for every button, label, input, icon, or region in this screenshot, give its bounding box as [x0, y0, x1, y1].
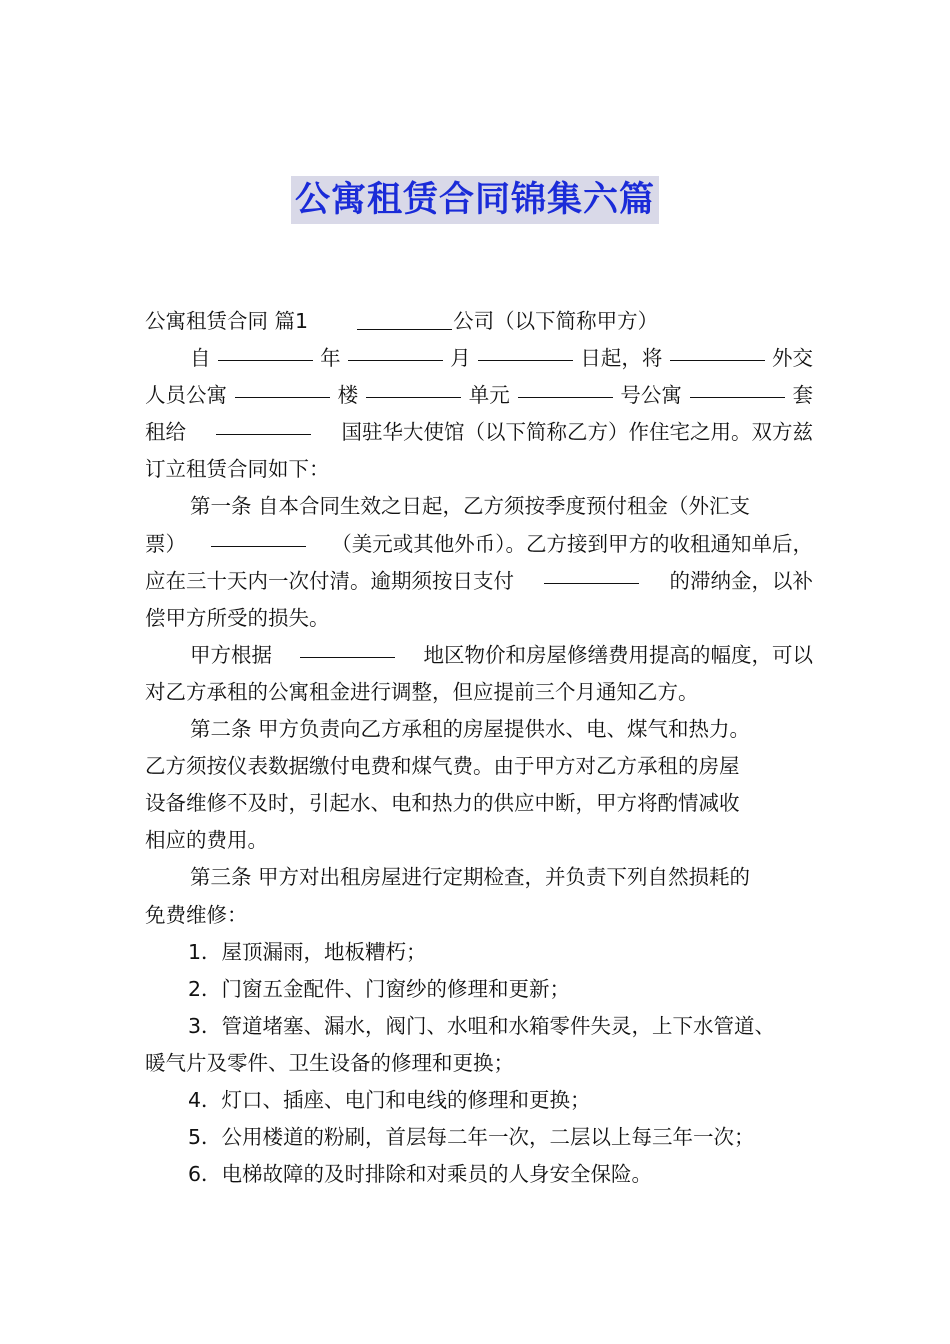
text-segment: 月 — [450, 346, 471, 371]
article-2-line-2: 乙方须按仪表数据缴付电费和煤气费。由于甲方对乙方承租的房屋 — [145, 754, 740, 779]
list-item: 3．管道堵塞、漏水，阀门、水咀和水箱零件失灵，上下水管道、 — [188, 1013, 776, 1038]
document-title: 公寓租赁合同锦集六篇 — [291, 176, 659, 224]
article-2-line-1: 第二条 甲方负责向乙方承租的房屋提供水、电、煤气和热力。 — [190, 717, 751, 742]
text-segment: 租给 — [145, 420, 186, 445]
intro-line-1 — [145, 340, 813, 377]
text-segment: 应在三十天内一次付清。逾期须按日支付 — [145, 568, 514, 593]
fill-blank — [216, 414, 311, 435]
list-item-continuation: 暖气片及零件、卫生设备的修理和更换； — [145, 1050, 514, 1075]
heading-number: 1 — [295, 309, 309, 333]
text-segment: 楼 — [337, 383, 359, 408]
text-segment: 地区物价和房屋修缮费用提高的幅度，可以 — [423, 642, 813, 667]
article-2-line-4: 相应的费用。 — [145, 828, 268, 853]
fill-blank — [348, 340, 443, 361]
text-segment: （美元或其他外币）。乙方接到甲方的收租通知单后， — [331, 531, 813, 556]
adjust-line-2: 对乙方承租的公寓租金进行调整，但应提前三个月通知乙方。 — [145, 679, 699, 704]
fill-blank — [478, 340, 573, 361]
fill-blank — [300, 637, 395, 658]
text-segment: 外交 — [772, 346, 813, 371]
contract-heading — [145, 303, 813, 340]
article-1-line-1: 第一条 自本合同生效之日起，乙方须按季度预付租金（外汇支 — [190, 494, 751, 519]
heading-label: 公寓租赁合同 篇 — [145, 309, 296, 333]
fill-blank — [690, 377, 785, 398]
fill-blank — [235, 377, 330, 398]
list-item: 6．电梯故障的及时排除和对乘员的人身安全保险。 — [188, 1162, 653, 1187]
text-segment: 单元 — [468, 383, 510, 408]
fill-blank — [357, 309, 452, 330]
article-1-line-4: 偿甲方所受的损失。 — [145, 605, 330, 630]
party-a-label: 公司（以下简称甲方） — [453, 309, 659, 333]
fill-blank — [518, 377, 613, 398]
list-item: 4．灯口、插座、电门和电线的修理和更换； — [188, 1087, 591, 1112]
intro-line-3 — [145, 414, 813, 451]
article-1-line-3 — [145, 563, 813, 600]
document-body — [145, 303, 813, 1193]
article-3-line-1: 第三条 甲方对出租房屋进行定期检查，并负责下列自然损耗的 — [190, 865, 751, 890]
list-item: 1．屋顶漏雨，地板糟朽； — [188, 939, 427, 964]
fill-blank — [218, 340, 313, 361]
text-segment: 票） — [145, 531, 186, 556]
text-segment: 日起，将 — [580, 346, 663, 371]
text-segment: 自 — [190, 346, 211, 371]
adjust-line-1 — [145, 637, 813, 674]
text-segment: 套 — [792, 383, 813, 408]
intro-line-2 — [145, 377, 813, 414]
intro-line-4: 订立租赁合同如下： — [145, 457, 330, 482]
title-wrapper — [0, 176, 950, 224]
text-segment: 年 — [320, 346, 341, 371]
fill-blank — [366, 377, 461, 398]
article-2-line-3: 设备维修不及时，引起水、电和热力的供应中断，甲方将酌情减收 — [145, 791, 740, 816]
list-item: 5．公用楼道的粉刷，首层每二年一次，二层以上每三年一次； — [188, 1125, 755, 1150]
article-3-line-2: 免费维修： — [145, 902, 248, 927]
text-segment: 甲方根据 — [190, 642, 272, 667]
fill-blank — [544, 563, 639, 584]
text-segment: 国驻华大使馆（以下简称乙方）作住宅之用。双方兹 — [341, 420, 813, 445]
fill-blank — [670, 340, 765, 361]
list-item: 2．门窗五金配件、门窗纱的修理和更新； — [188, 976, 571, 1001]
text-segment: 的滞纳金，以补 — [669, 568, 813, 593]
text-segment: 人员公寓 — [145, 383, 227, 408]
fill-blank — [211, 526, 306, 547]
text-segment: 号公寓 — [620, 383, 682, 408]
article-1-line-2 — [145, 526, 813, 563]
